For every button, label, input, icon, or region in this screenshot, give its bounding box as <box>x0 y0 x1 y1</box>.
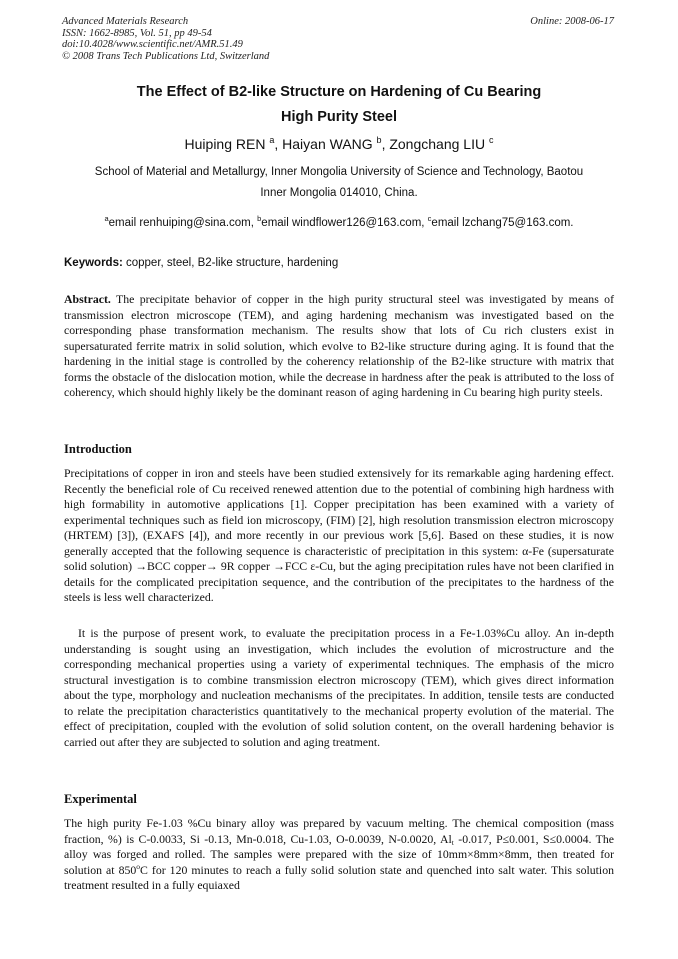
email-b-mark: b <box>257 214 262 223</box>
author-liu: , Zongchang LIU <box>381 136 489 152</box>
paper-title-line-2: High Purity Steel <box>280 109 398 125</box>
paper-title-line-1: The Effect of B2-like Structure on Hardening of Cu Bearing <box>136 84 542 100</box>
affiliation-line-2: Inner Mongolia 014010, China. <box>260 187 418 199</box>
author-ren: Huiping REN <box>184 136 270 152</box>
email-line <box>30 214 648 229</box>
experimental-paragraph-1 <box>64 816 614 894</box>
abstract-label: Abstract. <box>64 292 111 306</box>
experimental-text-b: -0.017, P≤0.001, S≤0.0004. The alloy was forged and rolled. The samples were prepared with the size of 10mm×8mm×8mm, then treated for solution at 850 <box>64 831 614 877</box>
doi-line: doi:10.4028/www.scientific.net/AMR.51.49 <box>62 39 243 50</box>
keywords <box>64 257 338 269</box>
experimental-heading: Experimental <box>64 792 137 806</box>
issn-line: ISSN: 1662-8985, Vol. 51, pp 49-54 <box>62 27 212 39</box>
introduction-paragraph-1: Precipitations of copper in iron and steels have been studied extensively for its remarkable aging hardening effect. Recently the beneficial role of Cu received renewed attention due to the potential of combining high hardness with high formability in automotive applications [1]. Copper precipitation has been examined with a variety of experimental techniques such as field ion microscopy, (FIM) [2], high resolution transmission electron microscopy (HRTEM) [3]), (EXAFS [4]), and more recently in our previous work [5,6]. Based on these studies, it is now generally accepted that the following sequence is characteristic of precipitation in this system: α-Fe (supersaturate solid solution) →BCC copper→ 9R copper →FCC ε-Cu, but the aging precipitation rules have not been clarified in details for the complicated precipitation sequence, and the contribution of the precipitates to the hardness of the steels is less well characterized. <box>64 466 614 604</box>
degree-superscript: o <box>136 861 141 871</box>
email-c: email lzchang75@163.com. <box>431 217 574 229</box>
keywords-label: Keywords: <box>64 257 123 269</box>
email-a-mark: a <box>104 214 109 223</box>
online-date: Online: 2008-06-17 <box>530 16 614 27</box>
introduction-paragraph-2: It is the purpose of present work, to evaluate the precipitation process in a Fe-1.03%Cu alloy. An in-depth understanding is sought using an investigation, which includes the evolution of microstructure and the corresponding mechanical properties using a variety of experimental techniques. The emphasis of the micro structural investigation is to combine transmission electron microscopy (TEM), which gives direct information about the type, morphology and nucleation mechanisms of the precipitates. In addition, tensile tests are conducted to relate the precipitation characteristics quantitatively to the mechanical property evolution of the material. The effect of precipitation, coupled with the evolution of solid solution content, on the overall hardening behavior is carried out after they are subjected to solution and aging treatment. <box>64 626 614 749</box>
abstract-text: The precipitate behavior of copper in the high purity structural steel was investigated by means of transmission electron microscope (TEM), and aging hardening mechanism was investigated based on the corresponding phase transformation mechanism. The results show that lots of Cu rich clusters exist in supersaturated ferrite matrix in solid solution, which evolve to B2-like structure during aging. It is found that the hardening in the initial stage is controlled by the coherency relationship of the B2-like structure with matrix that forms the obstacle of the dislocation motion, while the decrease in hardness after the peak is attributed to the loss of coherency, which should highly likely be the dominant reason of aging hardening in Cu bearing high purity steels. <box>64 292 614 399</box>
experimental-text-a: The high purity Fe-1.03 %Cu binary alloy was prepared by vacuum melting. The chemical composition (mass fraction, %) is C-0.0033, Si -0.13, Mn-0.018, Cu-1.03, O-0.0039, N-0.0020, Al <box>64 816 614 846</box>
author-list <box>40 135 638 152</box>
email-b: email windflower126@163.com, <box>261 217 428 229</box>
email-c-mark: c <box>427 214 432 223</box>
experimental-text-c: C for 120 minutes to reach a fully solid solution state and quenched into salt water. This solution treatment resulted in a fully equiaxed <box>64 862 615 892</box>
author-liu-mark: c <box>488 135 494 145</box>
journal-name: Advanced Materials Research <box>62 16 189 27</box>
al-subscript: t <box>451 837 454 847</box>
abstract-paragraph <box>64 292 614 401</box>
journal-header <box>62 16 269 62</box>
copyright-line: © 2008 Trans Tech Publications Ltd, Switzerland <box>62 50 270 62</box>
email-a: email renhuiping@sina.com, <box>108 217 258 229</box>
author-ren-mark: a <box>269 135 275 145</box>
author-wang-mark: b <box>376 135 382 145</box>
keywords-text: copper, steel, B2-like structure, hardening <box>122 257 339 269</box>
introduction-heading: Introduction <box>64 442 132 456</box>
affiliation-line-1: School of Material and Metallurgy, Inner Mongolia University of Science and Technology, Baotou <box>94 166 584 178</box>
author-wang: , Haiyan WANG <box>274 136 377 152</box>
